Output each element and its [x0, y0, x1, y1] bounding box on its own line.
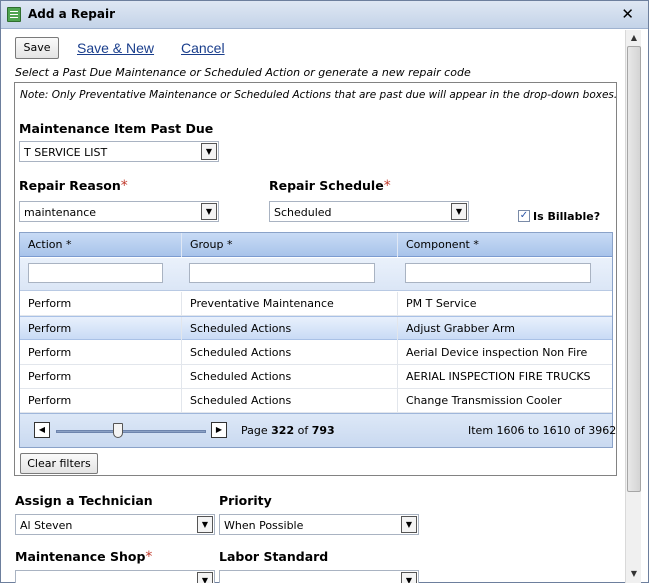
page-slider-track[interactable] [56, 430, 206, 433]
page-indicator: Page 322 of 793 [241, 424, 335, 437]
chevron-down-icon[interactable]: ▼ [201, 143, 217, 160]
maintenance-shop-label: Maintenance Shop* [15, 549, 153, 565]
group-filter-input[interactable] [189, 263, 375, 283]
repair-reason-label: Repair Reason* [19, 178, 128, 194]
chevron-down-icon[interactable]: ▼ [197, 572, 213, 583]
maintenance-item-select[interactable]: T SERVICE LIST ▼ [19, 141, 219, 162]
cell-action: Perform [20, 389, 182, 413]
labor-standard-select[interactable] [219, 570, 419, 583]
required-marker: * [120, 178, 128, 194]
cell-component: AERIAL INSPECTION FIRE TRUCKS [406, 370, 591, 383]
scroll-up-icon[interactable]: ▲ [627, 31, 641, 45]
cell-action: Perform [20, 292, 182, 316]
technician-label: Assign a Technician [15, 493, 153, 508]
cell-component: Change Transmission Cooler [406, 394, 562, 407]
cell-action: Perform [20, 365, 182, 389]
title-bar [1, 1, 648, 29]
cell-component: Adjust Grabber Arm [406, 322, 515, 335]
cell-group: Scheduled Actions [182, 341, 398, 365]
table-row[interactable] [20, 292, 612, 316]
table-row[interactable] [20, 341, 612, 365]
chevron-down-icon[interactable]: ▼ [451, 203, 467, 220]
priority-select[interactable]: When Possible ▼ [219, 514, 419, 535]
repair-schedule-select[interactable]: Scheduled ▼ [269, 201, 469, 222]
cell-component: PM T Service [406, 297, 477, 310]
table-row[interactable] [20, 365, 612, 389]
cancel-link[interactable]: Cancel [181, 40, 225, 56]
form-icon [7, 7, 21, 22]
chevron-down-icon[interactable]: ▼ [197, 516, 213, 533]
cell-group: Preventative Maintenance [182, 292, 398, 316]
save-button[interactable]: Save [15, 37, 59, 59]
component-filter-input[interactable] [405, 263, 591, 283]
priority-label: Priority [219, 493, 272, 508]
next-page-icon[interactable]: ▶ [211, 422, 227, 438]
cell-group: Scheduled Actions [182, 317, 398, 341]
maintenance-item-label: Maintenance Item Past Due [19, 121, 214, 136]
required-marker: * [383, 178, 391, 194]
note-text: Note: Only Preventative Maintenance or Scheduled Actions that are past due will appear in the drop-down boxes. [20, 89, 618, 101]
column-header-component[interactable]: Component * [406, 238, 479, 251]
item-range-indicator: Item 1606 to 1610 of 3962 [468, 424, 617, 437]
cell-group: Scheduled Actions [182, 365, 398, 389]
table-row[interactable] [20, 389, 612, 413]
scrollbar-thumb[interactable] [627, 46, 641, 492]
action-filter-input[interactable] [28, 263, 163, 283]
column-header-action[interactable]: Action * [20, 233, 182, 257]
repair-reason-select[interactable]: maintenance ▼ [19, 201, 219, 222]
technician-select[interactable]: Al Steven ▼ [15, 514, 215, 535]
maintenance-shop-select[interactable] [15, 570, 215, 583]
labor-standard-label: Labor Standard [219, 549, 329, 564]
chevron-down-icon[interactable]: ▼ [401, 572, 417, 583]
cell-action: Perform [20, 317, 182, 341]
repair-code-panel: Note: Only Preventative Maintenance or Scheduled Actions that are past due will appear in the drop-down boxes. Maintenance Item Past Due T SERVICE LIST ▼ Repair Reason* maintenance ▼ Repair Schedule* Scheduled ▼ ✓ Is Billable? Action * Group * Component * Perform Preventative Maintenance PM T Service Perform Scheduled Actions Adjust Grabber Arm Perform Scheduled Actions Aerial Device inspection Non Fire Perform Scheduled Actions AERIAL INSPECTION FIRE TRUCKS Perform Scheduled Actions Change Transmission Cooler ◀ ▶ Page 322 of 793 Item 1606 to 1610 of 3962 Clear filters [14, 82, 617, 476]
dialog-title: Add a Repair [28, 7, 116, 21]
cell-action: Perform [20, 341, 182, 365]
cell-component: Aerial Device inspection Non Fire [406, 346, 588, 359]
scroll-down-icon[interactable]: ▼ [627, 567, 641, 581]
grid-filter-row [20, 258, 612, 291]
previous-page-icon[interactable]: ◀ [34, 422, 50, 438]
grid-header [20, 233, 612, 257]
table-row-selected[interactable] [20, 316, 612, 340]
close-icon[interactable]: ✕ [621, 5, 634, 23]
page-slider-handle[interactable] [113, 423, 123, 438]
vertical-scrollbar[interactable] [625, 30, 641, 583]
checkmark-icon[interactable]: ✓ [519, 210, 529, 221]
save-new-link[interactable]: Save & New [77, 40, 155, 56]
dialog-content [1, 30, 624, 583]
chevron-down-icon[interactable]: ▼ [401, 516, 417, 533]
chevron-down-icon[interactable]: ▼ [201, 203, 217, 220]
repair-schedule-label: Repair Schedule* [269, 178, 391, 194]
required-marker: * [145, 549, 153, 565]
instruction-text: Select a Past Due Maintenance or Scheduled Action or generate a new repair code [15, 66, 471, 79]
column-header-group[interactable]: Group * [182, 233, 398, 257]
repair-grid [19, 232, 617, 448]
grid-pager [20, 413, 617, 447]
clear-filters-button[interactable]: Clear filters [20, 453, 98, 474]
cell-group: Scheduled Actions [182, 389, 398, 413]
